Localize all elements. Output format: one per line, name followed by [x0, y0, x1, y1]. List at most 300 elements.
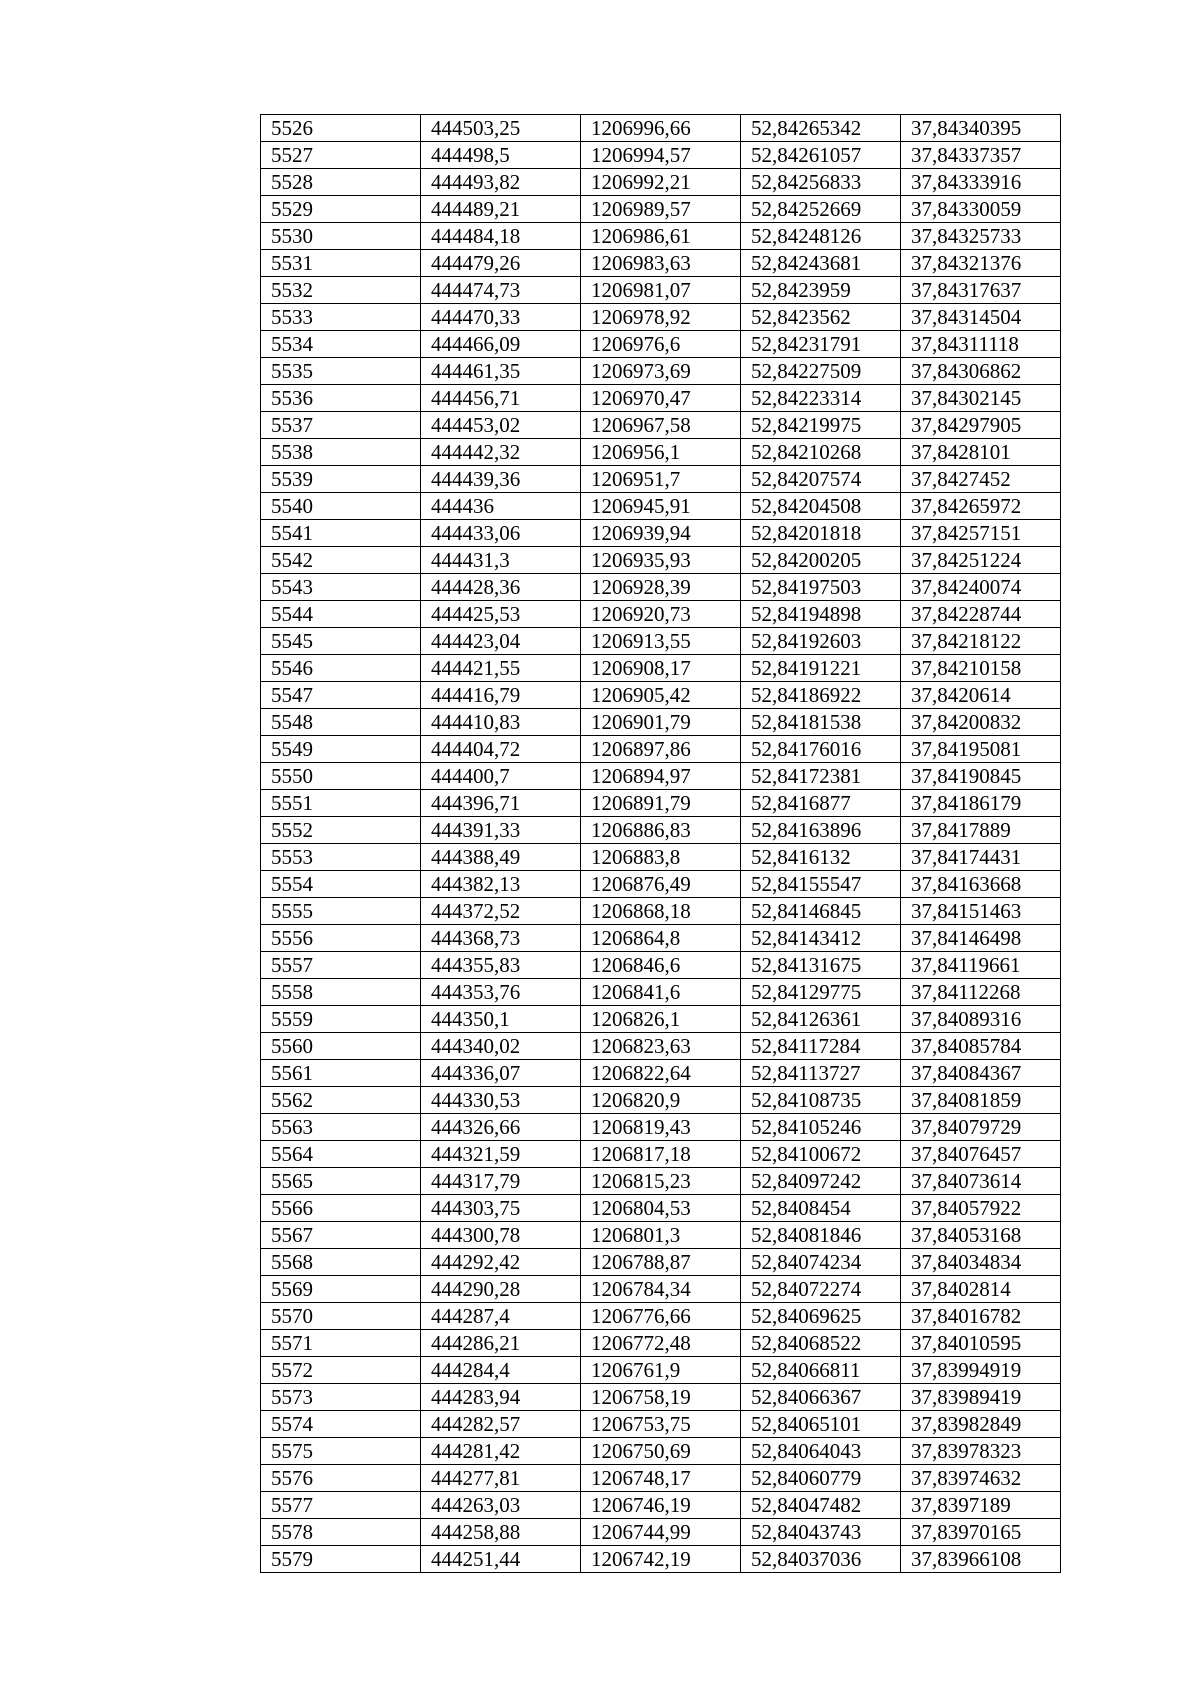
table-row — [261, 817, 1061, 844]
longitude-cell: 37,84190845 — [901, 763, 1061, 790]
table-row — [261, 223, 1061, 250]
table-row — [261, 142, 1061, 169]
longitude-cell: 37,84325733 — [901, 223, 1061, 250]
x-coordinate-cell: 444484,18 — [421, 223, 581, 250]
longitude-cell: 37,84163668 — [901, 871, 1061, 898]
latitude-cell: 52,84043743 — [741, 1519, 901, 1546]
y-coordinate-cell: 1206742,19 — [581, 1546, 741, 1573]
y-coordinate-cell: 1206826,1 — [581, 1006, 741, 1033]
latitude-cell: 52,84100672 — [741, 1141, 901, 1168]
longitude-cell: 37,84034834 — [901, 1249, 1061, 1276]
point-number-cell: 5529 — [261, 196, 421, 223]
coordinates-table — [260, 114, 1061, 1573]
latitude-cell: 52,84192603 — [741, 628, 901, 655]
longitude-cell: 37,84016782 — [901, 1303, 1061, 1330]
y-coordinate-cell: 1206973,69 — [581, 358, 741, 385]
y-coordinate-cell: 1206746,19 — [581, 1492, 741, 1519]
point-number-cell: 5526 — [261, 115, 421, 142]
table-row — [261, 601, 1061, 628]
point-number-cell: 5577 — [261, 1492, 421, 1519]
latitude-cell: 52,84074234 — [741, 1249, 901, 1276]
longitude-cell: 37,83989419 — [901, 1384, 1061, 1411]
point-number-cell: 5568 — [261, 1249, 421, 1276]
latitude-cell: 52,8423959 — [741, 277, 901, 304]
point-number-cell: 5527 — [261, 142, 421, 169]
latitude-cell: 52,84231791 — [741, 331, 901, 358]
table-row — [261, 1060, 1061, 1087]
longitude-cell: 37,84151463 — [901, 898, 1061, 925]
table-row — [261, 1357, 1061, 1384]
longitude-cell: 37,84210158 — [901, 655, 1061, 682]
x-coordinate-cell: 444350,1 — [421, 1006, 581, 1033]
longitude-cell: 37,84257151 — [901, 520, 1061, 547]
latitude-cell: 52,84066367 — [741, 1384, 901, 1411]
table-row — [261, 1519, 1061, 1546]
point-number-cell: 5531 — [261, 250, 421, 277]
x-coordinate-cell: 444388,49 — [421, 844, 581, 871]
longitude-cell: 37,84306862 — [901, 358, 1061, 385]
point-number-cell: 5552 — [261, 817, 421, 844]
point-number-cell: 5561 — [261, 1060, 421, 1087]
table-row — [261, 709, 1061, 736]
x-coordinate-cell: 444474,73 — [421, 277, 581, 304]
y-coordinate-cell: 1206901,79 — [581, 709, 741, 736]
x-coordinate-cell: 444286,21 — [421, 1330, 581, 1357]
longitude-cell: 37,83974632 — [901, 1465, 1061, 1492]
longitude-cell: 37,8420614 — [901, 682, 1061, 709]
longitude-cell: 37,83982849 — [901, 1411, 1061, 1438]
table-row — [261, 1303, 1061, 1330]
table-row — [261, 1222, 1061, 1249]
longitude-cell: 37,84057922 — [901, 1195, 1061, 1222]
longitude-cell: 37,83966108 — [901, 1546, 1061, 1573]
table-row — [261, 952, 1061, 979]
table-row — [261, 439, 1061, 466]
latitude-cell: 52,84113727 — [741, 1060, 901, 1087]
latitude-cell: 52,84047482 — [741, 1492, 901, 1519]
table-row — [261, 1195, 1061, 1222]
latitude-cell: 52,84252669 — [741, 196, 901, 223]
longitude-cell: 37,84076457 — [901, 1141, 1061, 1168]
y-coordinate-cell: 1206967,58 — [581, 412, 741, 439]
y-coordinate-cell: 1206846,6 — [581, 952, 741, 979]
y-coordinate-cell: 1206891,79 — [581, 790, 741, 817]
table-row — [261, 1384, 1061, 1411]
x-coordinate-cell: 444466,09 — [421, 331, 581, 358]
table-row — [261, 1276, 1061, 1303]
latitude-cell: 52,84186922 — [741, 682, 901, 709]
table-row — [261, 628, 1061, 655]
x-coordinate-cell: 444277,81 — [421, 1465, 581, 1492]
x-coordinate-cell: 444382,13 — [421, 871, 581, 898]
x-coordinate-cell: 444303,75 — [421, 1195, 581, 1222]
point-number-cell: 5579 — [261, 1546, 421, 1573]
latitude-cell: 52,84176016 — [741, 736, 901, 763]
table-row — [261, 115, 1061, 142]
point-number-cell: 5550 — [261, 763, 421, 790]
x-coordinate-cell: 444470,33 — [421, 304, 581, 331]
longitude-cell: 37,84085784 — [901, 1033, 1061, 1060]
point-number-cell: 5542 — [261, 547, 421, 574]
latitude-cell: 52,84097242 — [741, 1168, 901, 1195]
point-number-cell: 5537 — [261, 412, 421, 439]
x-coordinate-cell: 444336,07 — [421, 1060, 581, 1087]
x-coordinate-cell: 444300,78 — [421, 1222, 581, 1249]
y-coordinate-cell: 1206992,21 — [581, 169, 741, 196]
longitude-cell: 37,84240074 — [901, 574, 1061, 601]
point-number-cell: 5553 — [261, 844, 421, 871]
table-row — [261, 1033, 1061, 1060]
y-coordinate-cell: 1206804,53 — [581, 1195, 741, 1222]
latitude-cell: 52,8416877 — [741, 790, 901, 817]
table-row — [261, 736, 1061, 763]
table-row — [261, 871, 1061, 898]
x-coordinate-cell: 444498,5 — [421, 142, 581, 169]
longitude-cell: 37,84186179 — [901, 790, 1061, 817]
y-coordinate-cell: 1206986,61 — [581, 223, 741, 250]
table-row — [261, 1087, 1061, 1114]
table-row — [261, 412, 1061, 439]
latitude-cell: 52,84201818 — [741, 520, 901, 547]
latitude-cell: 52,8408454 — [741, 1195, 901, 1222]
point-number-cell: 5554 — [261, 871, 421, 898]
point-number-cell: 5545 — [261, 628, 421, 655]
table-row — [261, 250, 1061, 277]
point-number-cell: 5556 — [261, 925, 421, 952]
table-row — [261, 574, 1061, 601]
table-row — [261, 1114, 1061, 1141]
point-number-cell: 5567 — [261, 1222, 421, 1249]
point-number-cell: 5564 — [261, 1141, 421, 1168]
y-coordinate-cell: 1206886,83 — [581, 817, 741, 844]
x-coordinate-cell: 444461,35 — [421, 358, 581, 385]
table-row — [261, 655, 1061, 682]
table-row — [261, 331, 1061, 358]
longitude-cell: 37,84337357 — [901, 142, 1061, 169]
y-coordinate-cell: 1206935,93 — [581, 547, 741, 574]
latitude-cell: 52,84219975 — [741, 412, 901, 439]
x-coordinate-cell: 444489,21 — [421, 196, 581, 223]
longitude-cell: 37,84174431 — [901, 844, 1061, 871]
latitude-cell: 52,84081846 — [741, 1222, 901, 1249]
longitude-cell: 37,84084367 — [901, 1060, 1061, 1087]
y-coordinate-cell: 1206970,47 — [581, 385, 741, 412]
y-coordinate-cell: 1206876,49 — [581, 871, 741, 898]
point-number-cell: 5541 — [261, 520, 421, 547]
y-coordinate-cell: 1206976,6 — [581, 331, 741, 358]
x-coordinate-cell: 444410,83 — [421, 709, 581, 736]
table-row — [261, 466, 1061, 493]
latitude-cell: 52,84172381 — [741, 763, 901, 790]
table-row — [261, 790, 1061, 817]
point-number-cell: 5574 — [261, 1411, 421, 1438]
latitude-cell: 52,84194898 — [741, 601, 901, 628]
x-coordinate-cell: 444436 — [421, 493, 581, 520]
table-row — [261, 385, 1061, 412]
x-coordinate-cell: 444284,4 — [421, 1357, 581, 1384]
y-coordinate-cell: 1206994,57 — [581, 142, 741, 169]
longitude-cell: 37,84146498 — [901, 925, 1061, 952]
x-coordinate-cell: 444400,7 — [421, 763, 581, 790]
longitude-cell: 37,84228744 — [901, 601, 1061, 628]
x-coordinate-cell: 444258,88 — [421, 1519, 581, 1546]
latitude-cell: 52,84065101 — [741, 1411, 901, 1438]
latitude-cell: 52,84261057 — [741, 142, 901, 169]
point-number-cell: 5575 — [261, 1438, 421, 1465]
table-row — [261, 1330, 1061, 1357]
x-coordinate-cell: 444396,71 — [421, 790, 581, 817]
point-number-cell: 5576 — [261, 1465, 421, 1492]
longitude-cell: 37,84200832 — [901, 709, 1061, 736]
latitude-cell: 52,84207574 — [741, 466, 901, 493]
y-coordinate-cell: 1206815,23 — [581, 1168, 741, 1195]
x-coordinate-cell: 444372,52 — [421, 898, 581, 925]
point-number-cell: 5563 — [261, 1114, 421, 1141]
longitude-cell: 37,84302145 — [901, 385, 1061, 412]
point-number-cell: 5538 — [261, 439, 421, 466]
latitude-cell: 52,84146845 — [741, 898, 901, 925]
latitude-cell: 52,84143412 — [741, 925, 901, 952]
y-coordinate-cell: 1206820,9 — [581, 1087, 741, 1114]
latitude-cell: 52,84248126 — [741, 223, 901, 250]
table-row — [261, 979, 1061, 1006]
longitude-cell: 37,84089316 — [901, 1006, 1061, 1033]
x-coordinate-cell: 444423,04 — [421, 628, 581, 655]
x-coordinate-cell: 444317,79 — [421, 1168, 581, 1195]
y-coordinate-cell: 1206772,48 — [581, 1330, 741, 1357]
longitude-cell: 37,8397189 — [901, 1492, 1061, 1519]
point-number-cell: 5530 — [261, 223, 421, 250]
longitude-cell: 37,84251224 — [901, 547, 1061, 574]
x-coordinate-cell: 444493,82 — [421, 169, 581, 196]
table-row — [261, 925, 1061, 952]
point-number-cell: 5555 — [261, 898, 421, 925]
x-coordinate-cell: 444326,66 — [421, 1114, 581, 1141]
table-row — [261, 1465, 1061, 1492]
latitude-cell: 52,84200205 — [741, 547, 901, 574]
longitude-cell: 37,83970165 — [901, 1519, 1061, 1546]
point-number-cell: 5535 — [261, 358, 421, 385]
x-coordinate-cell: 444263,03 — [421, 1492, 581, 1519]
table-row — [261, 763, 1061, 790]
table-row — [261, 1006, 1061, 1033]
longitude-cell: 37,84081859 — [901, 1087, 1061, 1114]
latitude-cell: 52,84243681 — [741, 250, 901, 277]
longitude-cell: 37,84119661 — [901, 952, 1061, 979]
latitude-cell: 52,84181538 — [741, 709, 901, 736]
y-coordinate-cell: 1206945,91 — [581, 493, 741, 520]
table-row — [261, 1168, 1061, 1195]
table-row — [261, 493, 1061, 520]
x-coordinate-cell: 444353,76 — [421, 979, 581, 1006]
table-row — [261, 682, 1061, 709]
point-number-cell: 5533 — [261, 304, 421, 331]
x-coordinate-cell: 444368,73 — [421, 925, 581, 952]
x-coordinate-cell: 444391,33 — [421, 817, 581, 844]
x-coordinate-cell: 444404,72 — [421, 736, 581, 763]
x-coordinate-cell: 444340,02 — [421, 1033, 581, 1060]
x-coordinate-cell: 444330,53 — [421, 1087, 581, 1114]
point-number-cell: 5578 — [261, 1519, 421, 1546]
point-number-cell: 5548 — [261, 709, 421, 736]
longitude-cell: 37,83994919 — [901, 1357, 1061, 1384]
longitude-cell: 37,84010595 — [901, 1330, 1061, 1357]
longitude-cell: 37,84079729 — [901, 1114, 1061, 1141]
longitude-cell: 37,84314504 — [901, 304, 1061, 331]
longitude-cell: 37,8402814 — [901, 1276, 1061, 1303]
latitude-cell: 52,84060779 — [741, 1465, 901, 1492]
table-row — [261, 1546, 1061, 1573]
latitude-cell: 52,8416132 — [741, 844, 901, 871]
y-coordinate-cell: 1206868,18 — [581, 898, 741, 925]
point-number-cell: 5566 — [261, 1195, 421, 1222]
longitude-cell: 37,8427452 — [901, 466, 1061, 493]
x-coordinate-cell: 444287,4 — [421, 1303, 581, 1330]
longitude-cell: 37,84195081 — [901, 736, 1061, 763]
latitude-cell: 52,84117284 — [741, 1033, 901, 1060]
point-number-cell: 5565 — [261, 1168, 421, 1195]
latitude-cell: 52,84210268 — [741, 439, 901, 466]
longitude-cell: 37,84053168 — [901, 1222, 1061, 1249]
y-coordinate-cell: 1206750,69 — [581, 1438, 741, 1465]
point-number-cell: 5549 — [261, 736, 421, 763]
table-row — [261, 547, 1061, 574]
y-coordinate-cell: 1206939,94 — [581, 520, 741, 547]
longitude-cell: 37,84218122 — [901, 628, 1061, 655]
x-coordinate-cell: 444321,59 — [421, 1141, 581, 1168]
table-row — [261, 277, 1061, 304]
longitude-cell: 37,84317637 — [901, 277, 1061, 304]
point-number-cell: 5557 — [261, 952, 421, 979]
longitude-cell: 37,84073614 — [901, 1168, 1061, 1195]
point-number-cell: 5558 — [261, 979, 421, 1006]
point-number-cell: 5546 — [261, 655, 421, 682]
table-row — [261, 1141, 1061, 1168]
longitude-cell: 37,84333916 — [901, 169, 1061, 196]
table-row — [261, 196, 1061, 223]
point-number-cell: 5544 — [261, 601, 421, 628]
x-coordinate-cell: 444433,06 — [421, 520, 581, 547]
y-coordinate-cell: 1206753,75 — [581, 1411, 741, 1438]
point-number-cell: 5572 — [261, 1357, 421, 1384]
y-coordinate-cell: 1206748,17 — [581, 1465, 741, 1492]
y-coordinate-cell: 1206956,1 — [581, 439, 741, 466]
y-coordinate-cell: 1206996,66 — [581, 115, 741, 142]
y-coordinate-cell: 1206951,7 — [581, 466, 741, 493]
latitude-cell: 52,84163896 — [741, 817, 901, 844]
x-coordinate-cell: 444479,26 — [421, 250, 581, 277]
latitude-cell: 52,84265342 — [741, 115, 901, 142]
table-row — [261, 1249, 1061, 1276]
y-coordinate-cell: 1206744,99 — [581, 1519, 741, 1546]
x-coordinate-cell: 444428,36 — [421, 574, 581, 601]
y-coordinate-cell: 1206788,87 — [581, 1249, 741, 1276]
point-number-cell: 5559 — [261, 1006, 421, 1033]
x-coordinate-cell: 444416,79 — [421, 682, 581, 709]
x-coordinate-cell: 444421,55 — [421, 655, 581, 682]
longitude-cell: 37,84311118 — [901, 331, 1061, 358]
table-row — [261, 520, 1061, 547]
point-number-cell: 5569 — [261, 1276, 421, 1303]
latitude-cell: 52,84227509 — [741, 358, 901, 385]
y-coordinate-cell: 1206823,63 — [581, 1033, 741, 1060]
latitude-cell: 52,84191221 — [741, 655, 901, 682]
longitude-cell: 37,84340395 — [901, 115, 1061, 142]
y-coordinate-cell: 1206817,18 — [581, 1141, 741, 1168]
point-number-cell: 5570 — [261, 1303, 421, 1330]
x-coordinate-cell: 444503,25 — [421, 115, 581, 142]
point-number-cell: 5562 — [261, 1087, 421, 1114]
y-coordinate-cell: 1206894,97 — [581, 763, 741, 790]
x-coordinate-cell: 444439,36 — [421, 466, 581, 493]
x-coordinate-cell: 444251,44 — [421, 1546, 581, 1573]
y-coordinate-cell: 1206913,55 — [581, 628, 741, 655]
point-number-cell: 5539 — [261, 466, 421, 493]
x-coordinate-cell: 444292,42 — [421, 1249, 581, 1276]
longitude-cell: 37,84330059 — [901, 196, 1061, 223]
x-coordinate-cell: 444281,42 — [421, 1438, 581, 1465]
longitude-cell: 37,84297905 — [901, 412, 1061, 439]
longitude-cell: 37,83978323 — [901, 1438, 1061, 1465]
latitude-cell: 52,84131675 — [741, 952, 901, 979]
table-row — [261, 1411, 1061, 1438]
y-coordinate-cell: 1206819,43 — [581, 1114, 741, 1141]
latitude-cell: 52,84108735 — [741, 1087, 901, 1114]
point-number-cell: 5540 — [261, 493, 421, 520]
table-row — [261, 304, 1061, 331]
x-coordinate-cell: 444456,71 — [421, 385, 581, 412]
y-coordinate-cell: 1206920,73 — [581, 601, 741, 628]
latitude-cell: 52,8423562 — [741, 304, 901, 331]
latitude-cell: 52,84129775 — [741, 979, 901, 1006]
point-number-cell: 5560 — [261, 1033, 421, 1060]
table-row — [261, 898, 1061, 925]
latitude-cell: 52,84197503 — [741, 574, 901, 601]
point-number-cell: 5536 — [261, 385, 421, 412]
y-coordinate-cell: 1206928,39 — [581, 574, 741, 601]
latitude-cell: 52,84066811 — [741, 1357, 901, 1384]
point-number-cell: 5551 — [261, 790, 421, 817]
y-coordinate-cell: 1206758,19 — [581, 1384, 741, 1411]
table-row — [261, 358, 1061, 385]
table-row — [261, 844, 1061, 871]
y-coordinate-cell: 1206981,07 — [581, 277, 741, 304]
longitude-cell: 37,84321376 — [901, 250, 1061, 277]
latitude-cell: 52,84068522 — [741, 1330, 901, 1357]
point-number-cell: 5543 — [261, 574, 421, 601]
y-coordinate-cell: 1206908,17 — [581, 655, 741, 682]
y-coordinate-cell: 1206776,66 — [581, 1303, 741, 1330]
table-body — [261, 115, 1061, 1573]
longitude-cell: 37,8417889 — [901, 817, 1061, 844]
point-number-cell: 5573 — [261, 1384, 421, 1411]
y-coordinate-cell: 1206989,57 — [581, 196, 741, 223]
x-coordinate-cell: 444453,02 — [421, 412, 581, 439]
point-number-cell: 5528 — [261, 169, 421, 196]
y-coordinate-cell: 1206978,92 — [581, 304, 741, 331]
latitude-cell: 52,84126361 — [741, 1006, 901, 1033]
x-coordinate-cell: 444282,57 — [421, 1411, 581, 1438]
table-row — [261, 1492, 1061, 1519]
x-coordinate-cell: 444431,3 — [421, 547, 581, 574]
y-coordinate-cell: 1206905,42 — [581, 682, 741, 709]
point-number-cell: 5571 — [261, 1330, 421, 1357]
y-coordinate-cell: 1206761,9 — [581, 1357, 741, 1384]
y-coordinate-cell: 1206983,63 — [581, 250, 741, 277]
x-coordinate-cell: 444442,32 — [421, 439, 581, 466]
latitude-cell: 52,84037036 — [741, 1546, 901, 1573]
latitude-cell: 52,84072274 — [741, 1276, 901, 1303]
